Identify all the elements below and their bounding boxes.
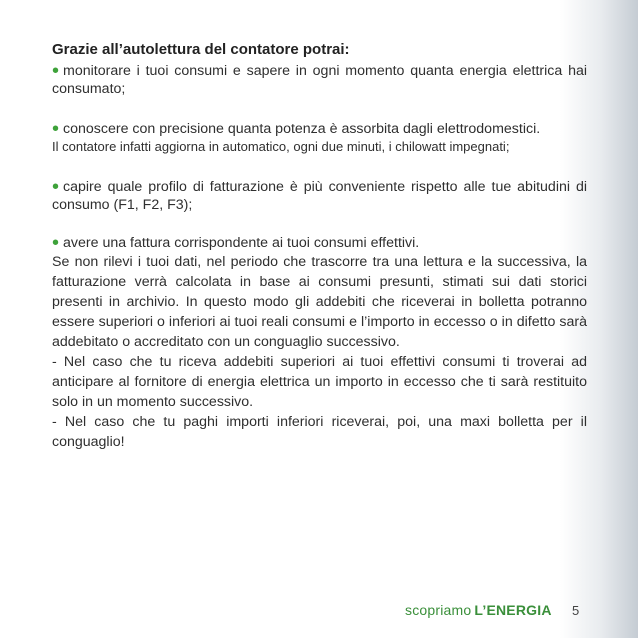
bullet-item-2 (52, 120, 587, 138)
bullet-item-1-text: monitorare i tuoi consumi e sapere in ogni momento quanta energia elettrica hai consumato; (52, 63, 587, 97)
bullet-item-2-text: conoscere con precisione quanta potenza è assorbita dagli elettrodomestici. (63, 121, 541, 137)
explanation-paragraph: Se non rilevi i tuoi dati, nel periodo che trascorre tra una lettura e la successiva, la fatturazione verrà calcolata in base ai consumi presunti, stimati sui dati storici presenti in archivio. In questo modo gli addebiti che riceverai in bolletta potranno essere superiori o inferiori ai tuoi reali consumi e l’importo in eccesso o in difetto sarà addebitato o accreditato con un conguaglio successivo. (52, 254, 587, 350)
page-number: 5 (572, 603, 580, 618)
bullet-item-4-text: avere una fattura corrispondente ai tuoi consumi effettivi. (63, 235, 420, 251)
bullet-icon: • (52, 118, 60, 140)
brand-light-text: scopriamo (405, 602, 472, 618)
bullet-item-3-text: capire quale profilo di fatturazione è più conveniente rispetto alle tue abitudini di consumo (F1, F2, F3); (52, 179, 587, 213)
bullet-item-1 (52, 62, 587, 98)
bullet-item-2-note: Il contatore infatti aggiorna in automatico, ogni due minuti, i chilowatt impegnati; (52, 139, 510, 154)
bullet-icon: • (52, 176, 60, 198)
note-higher-charges: - Nel caso che tu riceva addebiti superiori ai tuoi effettivi consumi ti troverai ad anticipare al fornitore di energia elettrica un importo in eccesso che ti sarà restituito solo in un momento successivo. (52, 354, 587, 410)
page-footer (0, 602, 638, 626)
page-content (52, 40, 587, 452)
bullet-icon: • (52, 232, 60, 254)
page-heading: Grazie all’autolettura del contatore potrai: (52, 41, 350, 58)
bullet-item-4 (52, 234, 587, 252)
brand-logo (405, 602, 552, 618)
bullet-icon: • (52, 60, 60, 82)
bullet-item-3 (52, 178, 587, 214)
brand-bold-text: L’ENERGIA (474, 602, 552, 618)
note-lower-charges: - Nel caso che tu paghi importi inferiori riceverai, poi, una maxi bolletta per il conguaglio! (52, 414, 587, 450)
